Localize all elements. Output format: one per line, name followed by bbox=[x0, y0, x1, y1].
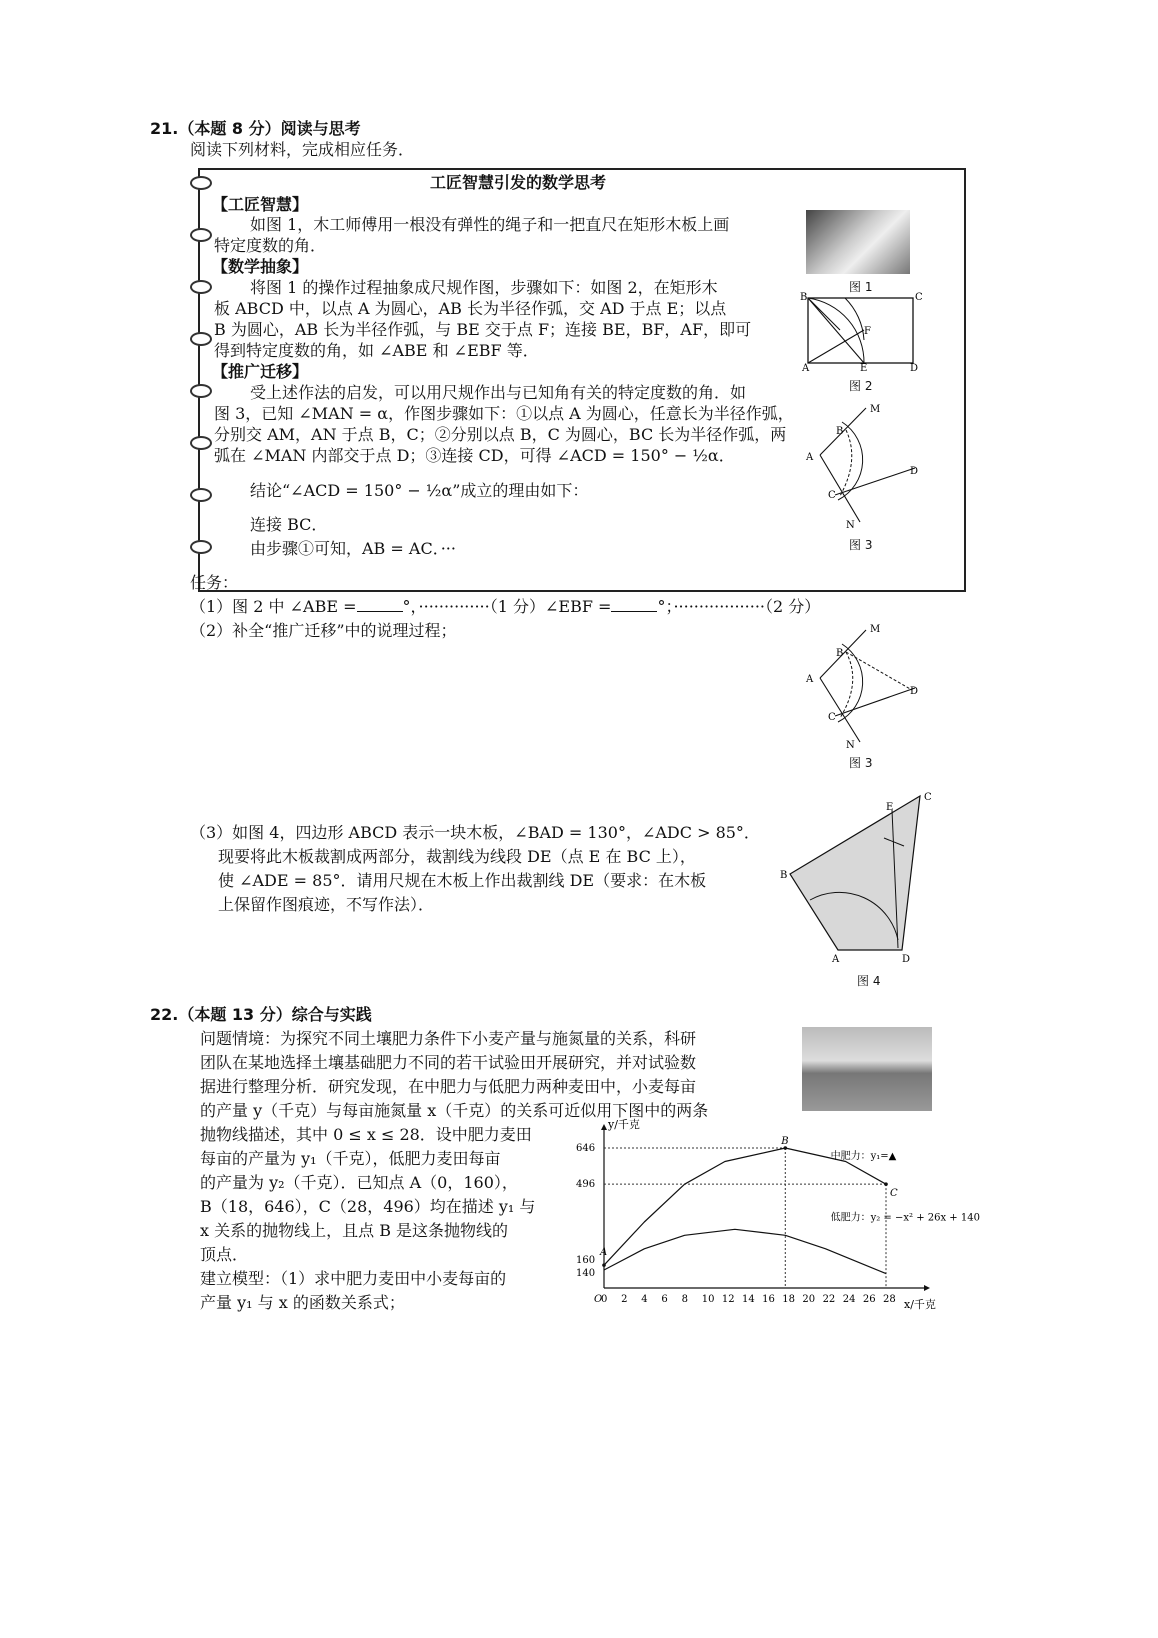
x-tick-10: 10 bbox=[701, 1294, 715, 1305]
para1a: 如图 1，木工师傅用一根没有弹性的绳子和一把直尺在矩形木板上画 bbox=[250, 215, 730, 234]
series-1-label: 中肥力：y₁=▲ bbox=[830, 1151, 897, 1163]
svg-text:B: B bbox=[800, 292, 808, 303]
para2b: 板 ABCD 中，以点 A 为圆心，AB 长为半径作弧，交 AD 于点 E；以点 bbox=[214, 299, 727, 318]
fig3b-caption: 图 3 bbox=[849, 756, 873, 770]
svg-text:D: D bbox=[910, 363, 919, 374]
y-axis-label: y/千克 bbox=[608, 1118, 640, 1131]
origin-label: O bbox=[594, 1294, 603, 1305]
fig2-diagram bbox=[798, 290, 928, 372]
box-title: 工匠智慧引发的数学思考 bbox=[430, 173, 607, 192]
svg-text:B: B bbox=[836, 648, 844, 659]
q22-line11: 建立模型：（1）求中肥力麦田中小麦每亩的 bbox=[200, 1269, 507, 1288]
x-tick-8: 8 bbox=[681, 1294, 688, 1305]
para3d: 弧在 ∠MAN 内部交于点 D；③连接 CD，可得 ∠ACD = 150° − ½α． bbox=[214, 446, 735, 465]
svg-text:B: B bbox=[780, 870, 788, 881]
svg-text:N: N bbox=[846, 740, 855, 751]
answer-blank-ebf[interactable] bbox=[611, 597, 657, 612]
x-tick-0: 0 bbox=[601, 1294, 608, 1305]
answer-blank-abe[interactable] bbox=[357, 597, 403, 612]
svg-text:M: M bbox=[870, 624, 881, 635]
section-craft: 【工匠智慧】 bbox=[212, 195, 309, 214]
task3d: 上保留作图痕迹，不写作法）． bbox=[218, 895, 435, 914]
x-tick-14: 14 bbox=[742, 1294, 755, 1305]
x-tick-6: 6 bbox=[661, 1294, 668, 1305]
svg-text:E: E bbox=[860, 363, 868, 374]
wheat-field-photo bbox=[802, 1027, 932, 1111]
step1-known: 由步骤①可知，AB = AC．··· bbox=[250, 539, 456, 558]
svg-text:C: C bbox=[915, 292, 923, 303]
point-label-B: B bbox=[781, 1136, 789, 1147]
y-tick-646: 646 bbox=[576, 1143, 596, 1154]
svg-text:D: D bbox=[910, 466, 919, 477]
y-tick-140: 140 bbox=[576, 1268, 596, 1279]
conclusion: 结论“∠ACD = 150° − ½α”成立的理由如下： bbox=[250, 481, 589, 500]
x-tick-2: 2 bbox=[621, 1294, 628, 1305]
x-tick-16: 16 bbox=[762, 1294, 775, 1305]
svg-text:E: E bbox=[886, 802, 894, 813]
fig2-caption: 图 2 bbox=[849, 379, 873, 393]
q22-line4: 的产量 y（千克）与每亩施氮量 x（千克）的关系可近似用下图中的两条 bbox=[200, 1101, 709, 1120]
point-label-C: C bbox=[890, 1188, 898, 1200]
svg-text:D: D bbox=[910, 686, 919, 697]
q22-line2: 团队在某地选择土壤基础肥力不同的若干试验田开展研究，并对试验数 bbox=[200, 1053, 697, 1072]
series-2-label: 低肥力：y₂ = −x² + 26x + 140 bbox=[830, 1212, 980, 1224]
x-axis-label: x/千克 bbox=[904, 1298, 936, 1311]
para3a: 受上述作法的启发，可以用尺规作出与已知角有关的特定度数的角．如 bbox=[250, 383, 747, 402]
section-extend: 【推广迁移】 bbox=[212, 362, 309, 381]
q22-line5: 抛物线描述，其中 0 ≤ x ≤ 28．设中肥力麦田 bbox=[200, 1125, 532, 1144]
x-tick-24: 24 bbox=[842, 1294, 856, 1305]
q22-line3: 据进行整理分析．研究发现，在中肥力与低肥力两种麦田中，小麦每亩 bbox=[200, 1077, 697, 1096]
x-tick-20: 20 bbox=[802, 1294, 816, 1305]
point-C bbox=[884, 1182, 888, 1186]
fig3-diagram bbox=[800, 400, 926, 530]
y-axis-arrow bbox=[601, 1124, 607, 1130]
section-abstract: 【数学抽象】 bbox=[212, 257, 309, 276]
para3c: 分别交 AM，AN 于点 B，C；②分别以点 B，C 为圆心，BC 长为半径作弧，两 bbox=[214, 425, 787, 444]
fig4-diagram bbox=[780, 790, 940, 966]
task3b: 现要将此木板裁割成两部分，裁割线为线段 DE（点 E 在 BC 上）， bbox=[218, 847, 696, 866]
point-label-A: A bbox=[600, 1247, 608, 1259]
x-tick-22: 22 bbox=[822, 1294, 836, 1305]
svg-text:A: A bbox=[806, 674, 814, 685]
x-tick-28: 28 bbox=[883, 1294, 896, 1305]
task3a: （3）如图 4，四边形 ABCD 表示一块木板，∠BAD = 130°，∠ADC > 85°． bbox=[190, 823, 760, 842]
q22-line1: 问题情境：为探究不同土壤肥力条件下小麦产量与施氮量的关系，科研 bbox=[200, 1029, 697, 1048]
svg-text:A: A bbox=[806, 452, 814, 463]
x-tick-18: 18 bbox=[782, 1294, 796, 1305]
x-axis-arrow bbox=[924, 1285, 930, 1291]
fig1-caption: 图 1 bbox=[849, 280, 873, 294]
connect-bc: 连接 BC． bbox=[250, 515, 328, 534]
svg-text:F: F bbox=[864, 326, 871, 337]
svg-text:A: A bbox=[802, 363, 810, 374]
fig4-caption: 图 4 bbox=[857, 974, 881, 988]
x-tick-4: 4 bbox=[641, 1294, 648, 1305]
q21-intro: 阅读下列材料，完成相应任务． bbox=[190, 140, 415, 159]
x-tick-12: 12 bbox=[721, 1294, 735, 1305]
svg-text:N: N bbox=[846, 520, 855, 531]
q22-line9: x 关系的抛物线上，且点 B 是这条抛物线的 bbox=[200, 1221, 509, 1240]
tasks-label: 任务： bbox=[190, 573, 239, 592]
q22-title: 22.（本题 13 分）综合与实践 bbox=[150, 1005, 372, 1024]
task2: （2）补全“推广迁移”中的说理过程； bbox=[190, 621, 457, 640]
svg-text:C: C bbox=[924, 792, 932, 803]
yield-chart bbox=[574, 1118, 980, 1314]
q22-line8: B（18，646），C（28，496）均在描述 y₁ 与 bbox=[200, 1197, 536, 1216]
y-tick-160: 160 bbox=[576, 1255, 596, 1267]
svg-text:B: B bbox=[836, 426, 844, 437]
q22-line6: 每亩的产量为 y₁（千克），低肥力麦田每亩 bbox=[200, 1149, 501, 1168]
fig3-answer-diagram bbox=[800, 618, 926, 752]
q21-title: 21.（本题 8 分）阅读与思考 bbox=[150, 119, 361, 138]
q22-line10: 顶点． bbox=[200, 1245, 249, 1264]
fig1-photo bbox=[806, 210, 910, 274]
task3c: 使 ∠ADE = 85°．请用尺规在木板上作出裁割线 DE（要求：在木板 bbox=[218, 871, 707, 890]
x-tick-26: 26 bbox=[862, 1294, 876, 1305]
svg-text:A: A bbox=[832, 954, 840, 965]
para2a: 将图 1 的操作过程抽象成尺规作图，步骤如下：如图 2，在矩形木 bbox=[250, 278, 718, 297]
q22-line7: 的产量为 y₂（千克）．已知点 A（0，160）， bbox=[200, 1173, 518, 1192]
para1b: 特定度数的角． bbox=[214, 236, 327, 255]
point-A bbox=[602, 1263, 606, 1267]
svg-text:D: D bbox=[902, 954, 911, 965]
y-tick-496: 496 bbox=[576, 1179, 596, 1191]
para3b: 图 3，已知 ∠MAN = α，作图步骤如下：①以点 A 为圆心，任意长为半径作弧， bbox=[214, 404, 794, 423]
fig3-caption: 图 3 bbox=[849, 538, 873, 552]
svg-text:C: C bbox=[828, 490, 836, 501]
para2c: B 为圆心，AB 长为半径作弧，与 BE 交于点 F；连接 BE，BF，AF，即可 bbox=[214, 320, 752, 339]
para2d: 得到特定度数的角，如 ∠ABE 和 ∠EBF 等． bbox=[214, 341, 539, 360]
task1: （1）图 2 中 ∠ABE = °，··············（1 分）∠EBF = °；··················（2 分） bbox=[190, 597, 821, 616]
svg-text:C: C bbox=[828, 712, 836, 723]
series-2-line bbox=[604, 1229, 886, 1273]
q22-line12: 产量 y₁ 与 x 的函数关系式； bbox=[200, 1293, 405, 1312]
svg-text:M: M bbox=[870, 404, 881, 415]
